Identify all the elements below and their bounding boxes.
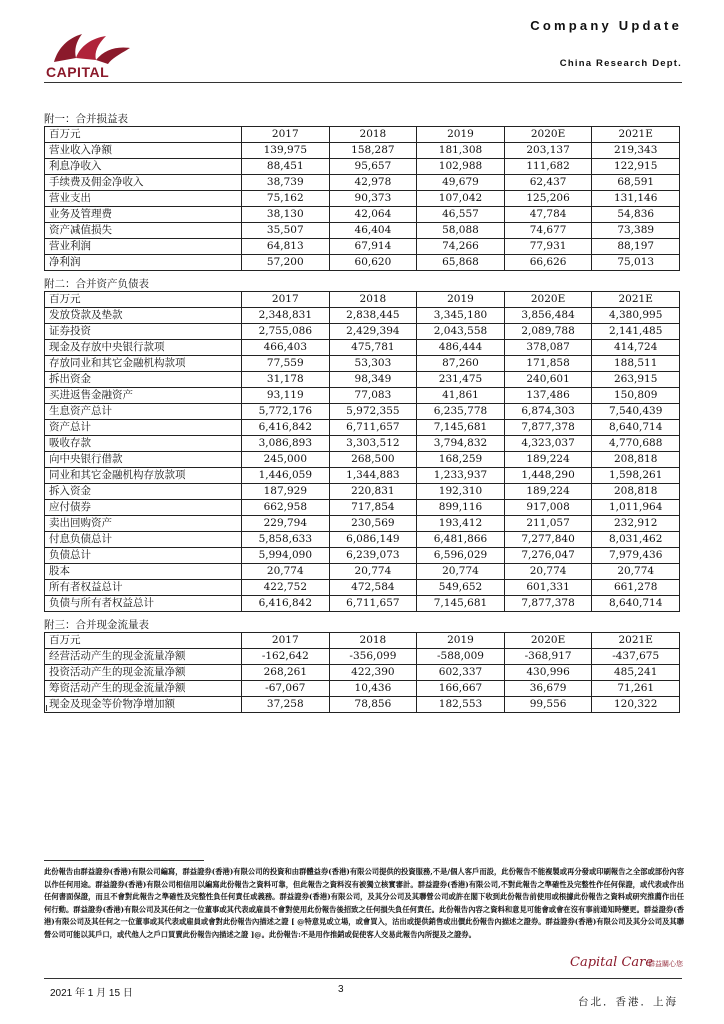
year-header-cell: 2018 [329, 292, 417, 308]
row-label-cell: 营业利润 [45, 239, 242, 255]
value-cell: 466,403 [242, 340, 330, 356]
value-cell: 46,404 [329, 223, 417, 239]
value-cell: 2,838,445 [329, 308, 417, 324]
value-cell: 68,591 [592, 175, 680, 191]
value-cell: 4,323,037 [504, 436, 592, 452]
value-cell: 192,310 [417, 484, 505, 500]
value-cell: 6,711,657 [329, 420, 417, 436]
value-cell: 49,679 [417, 175, 505, 191]
year-header-cell: 2017 [242, 633, 330, 649]
value-cell: -67,067 [242, 681, 330, 697]
financial-tables [44, 112, 682, 719]
row-label-cell: 资产总计 [45, 420, 242, 436]
row-label-cell: 营业支出 [45, 191, 242, 207]
row-label-cell: 筹资活动产生的现金流量净额 [45, 681, 242, 697]
value-cell: 230,569 [329, 516, 417, 532]
year-header-cell: 2018 [329, 633, 417, 649]
value-cell: 20,774 [504, 564, 592, 580]
value-cell: 38,130 [242, 207, 330, 223]
value-cell: 137,486 [504, 388, 592, 404]
value-cell: 378,087 [504, 340, 592, 356]
value-cell: 2,089,788 [504, 324, 592, 340]
value-cell: 2,043,558 [417, 324, 505, 340]
table-row [45, 665, 680, 681]
value-cell: 20,774 [417, 564, 505, 580]
year-header-cell: 2021E [592, 127, 680, 143]
value-cell: 5,994,090 [242, 548, 330, 564]
value-cell: 549,652 [417, 580, 505, 596]
value-cell: 73,389 [592, 223, 680, 239]
year-header-cell: 2020E [504, 292, 592, 308]
value-cell: 7,277,840 [504, 532, 592, 548]
value-cell: 6,239,073 [329, 548, 417, 564]
row-label-cell: 现金及存放中央银行款项 [45, 340, 242, 356]
value-cell: 88,197 [592, 239, 680, 255]
value-cell: 6,416,842 [242, 420, 330, 436]
value-cell: 602,337 [417, 665, 505, 681]
value-cell: 220,831 [329, 484, 417, 500]
value-cell: 231,475 [417, 372, 505, 388]
value-cell: 35,507 [242, 223, 330, 239]
row-label-cell: 手续费及佣金净收入 [45, 175, 242, 191]
table-row [45, 580, 680, 596]
row-label-cell: 所有者权益总计 [45, 580, 242, 596]
row-label-cell: 股本 [45, 564, 242, 580]
value-cell: 661,278 [592, 580, 680, 596]
value-cell: 7,877,378 [504, 420, 592, 436]
value-cell: 662,958 [242, 500, 330, 516]
table-end-mark [46, 705, 47, 711]
value-cell: 65,868 [417, 255, 505, 271]
value-cell: 1,344,883 [329, 468, 417, 484]
value-cell: 150,809 [592, 388, 680, 404]
value-cell: 78,856 [329, 697, 417, 713]
value-cell: -437,675 [592, 649, 680, 665]
value-cell: 7,877,378 [504, 596, 592, 612]
value-cell: 54,836 [592, 207, 680, 223]
value-cell: 414,724 [592, 340, 680, 356]
value-cell: 75,013 [592, 255, 680, 271]
row-label-cell: 发放贷款及垫款 [45, 308, 242, 324]
value-cell: 98,349 [329, 372, 417, 388]
value-cell: 188,511 [592, 356, 680, 372]
row-label-cell: 拆出资金 [45, 372, 242, 388]
logo-text: CAPITAL [46, 64, 110, 80]
value-cell: 219,343 [592, 143, 680, 159]
value-cell: 5,772,176 [242, 404, 330, 420]
page-header [0, 0, 724, 110]
value-cell: 4,380,995 [592, 308, 680, 324]
value-cell: 3,086,893 [242, 436, 330, 452]
value-cell: 139,975 [242, 143, 330, 159]
value-cell: 46,557 [417, 207, 505, 223]
table-row [45, 324, 680, 340]
value-cell: 20,774 [329, 564, 417, 580]
capital-care-tagline: 群益關心您 [648, 960, 683, 968]
year-header-cell: 2021E [592, 633, 680, 649]
balance-sheet-title: 附二：合并资产负债表 [44, 278, 149, 290]
value-cell: 7,145,681 [417, 420, 505, 436]
table-row [45, 500, 680, 516]
value-cell: 6,481,866 [417, 532, 505, 548]
year-header-cell: 2019 [417, 127, 505, 143]
value-cell: 3,345,180 [417, 308, 505, 324]
value-cell: 8,640,714 [592, 420, 680, 436]
value-cell: 3,856,484 [504, 308, 592, 324]
year-header-cell: 2017 [242, 292, 330, 308]
table-row [45, 452, 680, 468]
value-cell: 7,979,436 [592, 548, 680, 564]
table-row [45, 516, 680, 532]
row-label-cell: 净利润 [45, 255, 242, 271]
value-cell: 38,739 [242, 175, 330, 191]
table-row [45, 548, 680, 564]
value-cell: 74,266 [417, 239, 505, 255]
value-cell: 1,448,290 [504, 468, 592, 484]
value-cell: 3,794,832 [417, 436, 505, 452]
value-cell: -588,009 [417, 649, 505, 665]
table-row [45, 207, 680, 223]
value-cell: 5,858,633 [242, 532, 330, 548]
value-cell: 485,241 [592, 665, 680, 681]
value-cell: 268,500 [329, 452, 417, 468]
header-divider [44, 82, 682, 83]
value-cell: 7,145,681 [417, 596, 505, 612]
disclaimer-text: 此份報告由群益證券(香港)有限公司編寫，群益證券(香港)有限公司的投資和由群體益券(香港)有限公司提供的投資服務,不是/個人客戶而設，此份報告不能複製或再分發或印刷報告之全部或部份內容以作任何用途。群益證券(香港)有限公司相信用以編寫此份報告之資料可靠，但此報告之資料沒有被獨立核實審計。群益證券(香港)有限公司,不對此報告之準確性及完整性作任何保證，或代表或作出任何書面保證，而且不會對此報告之準確性及完整性負任何責任或義務。群益證券(香港)有限公司，及其分公司及其聯營公司或許在閣下收到此份報告前使用或根據此份報告之資料或研究推薦作出任何行動。群益證券(香港)有限公司及其任何之一位董事或其代表或雇員不會對使用此份報告後招致之任何損失負任何責任。此份報告內容之資料和意見可能會或會在沒有事前通知時變更。群益證券(香港)有限公司及其任何之一位董事或其代表或雇員或會對此份報告內描述之證 [ @特意見或立場，或會買入，沽出或提供銷售或出價此份報告內描述之證券。群益證券(香港)有限公司及其分公司及其聯營公司可能以其戶口，或代他人之戶口買賣此份報告內描述之證 ]@。此份報告:不是用作推銷或促使客人交易此報告內所提及之證券。 [44, 867, 684, 939]
row-label-cell: 卖出回购资产 [45, 516, 242, 532]
value-cell: 1,446,059 [242, 468, 330, 484]
value-cell: 168,259 [417, 452, 505, 468]
value-cell: 203,137 [504, 143, 592, 159]
value-cell: 67,914 [329, 239, 417, 255]
row-label-cell: 向中央银行借款 [45, 452, 242, 468]
row-label-cell: 生息资产总计 [45, 404, 242, 420]
row-label-cell: 营业收入净额 [45, 143, 242, 159]
balance-sheet-table [44, 291, 680, 612]
value-cell: 31,178 [242, 372, 330, 388]
table-row [45, 308, 680, 324]
value-cell: -356,099 [329, 649, 417, 665]
value-cell: 422,752 [242, 580, 330, 596]
value-cell: 20,774 [242, 564, 330, 580]
row-label-cell: 拆入资金 [45, 484, 242, 500]
value-cell: 42,064 [329, 207, 417, 223]
table-row [45, 356, 680, 372]
value-cell: 6,086,149 [329, 532, 417, 548]
report-date: 2021 年 1 月 15 日 [50, 988, 133, 999]
value-cell: 77,931 [504, 239, 592, 255]
table-row [45, 223, 680, 239]
value-cell: 232,912 [592, 516, 680, 532]
unit-header-cell: 百万元 [45, 633, 242, 649]
page-number: 3 [338, 984, 344, 995]
table-row [45, 340, 680, 356]
year-header-cell: 2019 [417, 633, 505, 649]
value-cell: 3,303,512 [329, 436, 417, 452]
footnote-divider [44, 860, 204, 861]
table-row [45, 436, 680, 452]
office-cities: 台北．香港．上海 [578, 996, 678, 1008]
cash-flow-title: 附三：合并现金流量表 [44, 619, 149, 631]
value-cell: 2,141,485 [592, 324, 680, 340]
value-cell: 42,978 [329, 175, 417, 191]
value-cell: 2,755,086 [242, 324, 330, 340]
table-row [45, 564, 680, 580]
row-label-cell: 经营活动产生的现金流量净额 [45, 649, 242, 665]
value-cell: 57,200 [242, 255, 330, 271]
income-statement-table [44, 126, 680, 271]
footer-divider [44, 978, 682, 979]
value-cell: 58,088 [417, 223, 505, 239]
value-cell: 1,233,937 [417, 468, 505, 484]
value-cell: 208,818 [592, 484, 680, 500]
value-cell: 47,784 [504, 207, 592, 223]
value-cell: 5,972,355 [329, 404, 417, 420]
value-cell: 717,854 [329, 500, 417, 516]
value-cell: 41,861 [417, 388, 505, 404]
row-label-cell: 投资活动产生的现金流量净额 [45, 665, 242, 681]
row-label-cell: 存放同业和其它金融机构款项 [45, 356, 242, 372]
value-cell: 60,620 [329, 255, 417, 271]
value-cell: 208,818 [592, 452, 680, 468]
value-cell: 245,000 [242, 452, 330, 468]
table-row [45, 239, 680, 255]
value-cell: 601,331 [504, 580, 592, 596]
value-cell: 75,162 [242, 191, 330, 207]
value-cell: 90,373 [329, 191, 417, 207]
value-cell: 189,224 [504, 484, 592, 500]
table-row [45, 532, 680, 548]
value-cell: 6,416,842 [242, 596, 330, 612]
value-cell: 486,444 [417, 340, 505, 356]
table-header-row [45, 633, 680, 649]
value-cell: 20,774 [592, 564, 680, 580]
cash-flow-table [44, 632, 680, 713]
value-cell: 472,584 [329, 580, 417, 596]
table-row [45, 159, 680, 175]
table-row [45, 372, 680, 388]
value-cell: 171,858 [504, 356, 592, 372]
value-cell: 263,915 [592, 372, 680, 388]
row-label-cell: 应付债券 [45, 500, 242, 516]
row-label-cell: 业务及管理费 [45, 207, 242, 223]
value-cell: 74,677 [504, 223, 592, 239]
value-cell: 182,553 [417, 697, 505, 713]
value-cell: 4,770,688 [592, 436, 680, 452]
value-cell: 6,711,657 [329, 596, 417, 612]
value-cell: -162,642 [242, 649, 330, 665]
table-header-row [45, 127, 680, 143]
value-cell: 240,601 [504, 372, 592, 388]
table-row [45, 255, 680, 271]
row-label-cell: 买进返售金融资产 [45, 388, 242, 404]
value-cell: 93,119 [242, 388, 330, 404]
value-cell: 8,640,714 [592, 596, 680, 612]
report-type-title: Company Update [530, 18, 682, 33]
value-cell: 422,390 [329, 665, 417, 681]
value-cell: 166,667 [417, 681, 505, 697]
year-header-cell: 2020E [504, 127, 592, 143]
value-cell: 64,813 [242, 239, 330, 255]
value-cell: 88,451 [242, 159, 330, 175]
value-cell: 36,679 [504, 681, 592, 697]
value-cell: 181,308 [417, 143, 505, 159]
value-cell: 193,412 [417, 516, 505, 532]
row-label-cell: 现金及现金等价物净增加额 [45, 697, 242, 713]
value-cell: 8,031,462 [592, 532, 680, 548]
value-cell: 1,011,964 [592, 500, 680, 516]
value-cell: 87,260 [417, 356, 505, 372]
table-row [45, 191, 680, 207]
value-cell: 95,657 [329, 159, 417, 175]
table-header-row [45, 292, 680, 308]
value-cell: 430,996 [504, 665, 592, 681]
value-cell: 7,276,047 [504, 548, 592, 564]
row-label-cell: 付息负债总计 [45, 532, 242, 548]
value-cell: 53,303 [329, 356, 417, 372]
value-cell: 107,042 [417, 191, 505, 207]
value-cell: 6,235,778 [417, 404, 505, 420]
department-subtitle: China Research Dept. [559, 58, 682, 69]
value-cell: 111,682 [504, 159, 592, 175]
year-header-cell: 2018 [329, 127, 417, 143]
table-row [45, 649, 680, 665]
row-label-cell: 证券投资 [45, 324, 242, 340]
value-cell: 37,258 [242, 697, 330, 713]
value-cell: 102,988 [417, 159, 505, 175]
row-label-cell: 同业和其它金融机构存放款项 [45, 468, 242, 484]
value-cell: 77,083 [329, 388, 417, 404]
value-cell: 6,596,029 [417, 548, 505, 564]
table-row [45, 681, 680, 697]
value-cell: 66,626 [504, 255, 592, 271]
value-cell: 189,224 [504, 452, 592, 468]
value-cell: 125,206 [504, 191, 592, 207]
table-row [45, 484, 680, 500]
row-label-cell: 负债与所有者权益总计 [45, 596, 242, 612]
value-cell: 2,348,831 [242, 308, 330, 324]
value-cell: 187,929 [242, 484, 330, 500]
year-header-cell: 2021E [592, 292, 680, 308]
value-cell: 77,559 [242, 356, 330, 372]
table-row [45, 420, 680, 436]
value-cell: 120,322 [592, 697, 680, 713]
year-header-cell: 2017 [242, 127, 330, 143]
value-cell: 71,261 [592, 681, 680, 697]
value-cell: 7,540,439 [592, 404, 680, 420]
table-row [45, 596, 680, 612]
value-cell: 899,116 [417, 500, 505, 516]
value-cell: 229,794 [242, 516, 330, 532]
value-cell: 917,008 [504, 500, 592, 516]
value-cell: 2,429,394 [329, 324, 417, 340]
table-row [45, 175, 680, 191]
value-cell: 475,781 [329, 340, 417, 356]
table-row [45, 388, 680, 404]
row-label-cell: 吸收存款 [45, 436, 242, 452]
income-statement-title: 附一：合并损益表 [44, 113, 128, 125]
table-row [45, 468, 680, 484]
value-cell: 10,436 [329, 681, 417, 697]
value-cell: 131,146 [592, 191, 680, 207]
unit-header-cell: 百万元 [45, 292, 242, 308]
table-row [45, 143, 680, 159]
value-cell: 122,915 [592, 159, 680, 175]
table-row [45, 697, 680, 713]
row-label-cell: 资产减值损失 [45, 223, 242, 239]
year-header-cell: 2020E [504, 633, 592, 649]
value-cell: 62,437 [504, 175, 592, 191]
capital-care-logo: Capital Care [570, 955, 654, 970]
year-header-cell: 2019 [417, 292, 505, 308]
row-label-cell: 利息净收入 [45, 159, 242, 175]
value-cell: 211,057 [504, 516, 592, 532]
value-cell: 6,874,303 [504, 404, 592, 420]
value-cell: 1,598,261 [592, 468, 680, 484]
value-cell: -368,917 [504, 649, 592, 665]
unit-header-cell: 百万元 [45, 127, 242, 143]
value-cell: 268,261 [242, 665, 330, 681]
row-label-cell: 负债总计 [45, 548, 242, 564]
value-cell: 99,556 [504, 697, 592, 713]
table-row [45, 404, 680, 420]
value-cell: 158,287 [329, 143, 417, 159]
